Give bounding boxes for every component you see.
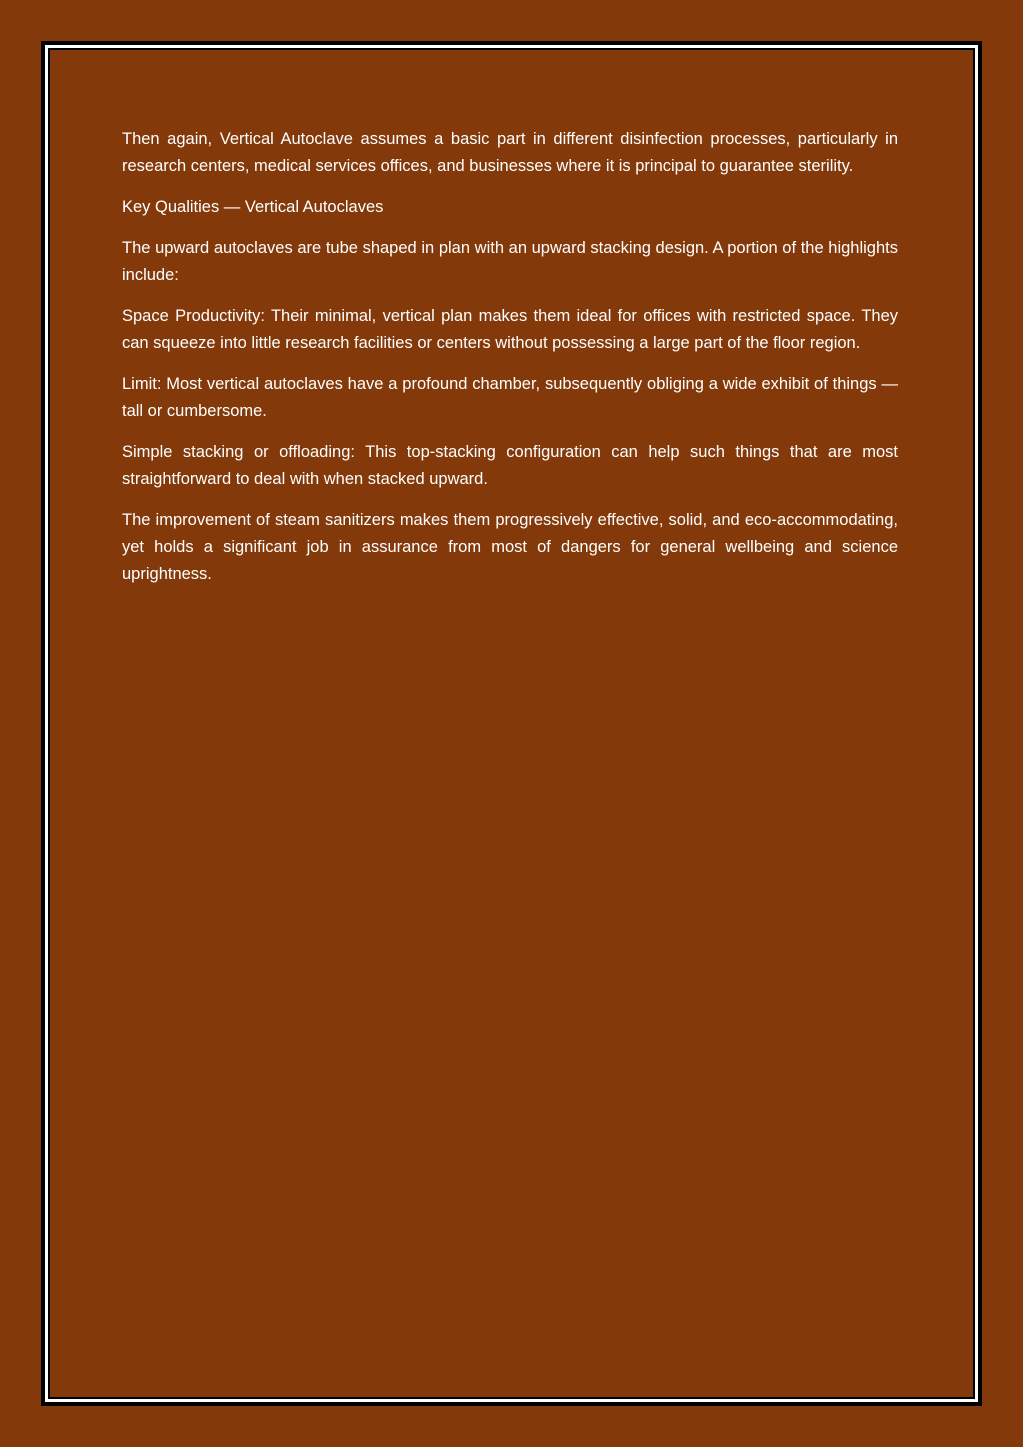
section-heading: Key Qualities — Vertical Autoclaves <box>122 198 384 216</box>
paragraph-features-intro: The upward autoclaves are tube shaped in plan with an upward stacking design. A portion of the highlights include: <box>122 239 898 284</box>
page-border-white <box>45 45 978 1402</box>
paragraph-intro: Then again, Vertical Autoclave assumes a basic part in different disinfection processes, particularly in research centers, medical services offices, and businesses where it is principal to guarantee sterility. <box>122 130 898 175</box>
paragraph-space-productivity: Space Productivity: Their minimal, vertical plan makes them ideal for offices with restricted space. They can squeeze into little research facilities or centers without possessing a large part of the floor region. <box>122 307 898 352</box>
document-body <box>122 126 898 602</box>
page-border-inner <box>48 48 975 1399</box>
paragraph-conclusion: The improvement of steam sanitizers makes them progressively effective, solid, and eco-accommodating, yet holds a significant job in assurance from most of dangers for general wellbeing and science uprightness. <box>122 511 898 583</box>
paragraph-limit: Limit: Most vertical autoclaves have a profound chamber, subsequently obliging a wide exhibit of things — tall or cumbersome. <box>122 375 898 420</box>
page-border-outer <box>41 41 982 1406</box>
document-page <box>50 50 973 1397</box>
paragraph-stacking: Simple stacking or offloading: This top-stacking configuration can help such things that are most straightforward to deal with when stacked upward. <box>122 443 898 488</box>
